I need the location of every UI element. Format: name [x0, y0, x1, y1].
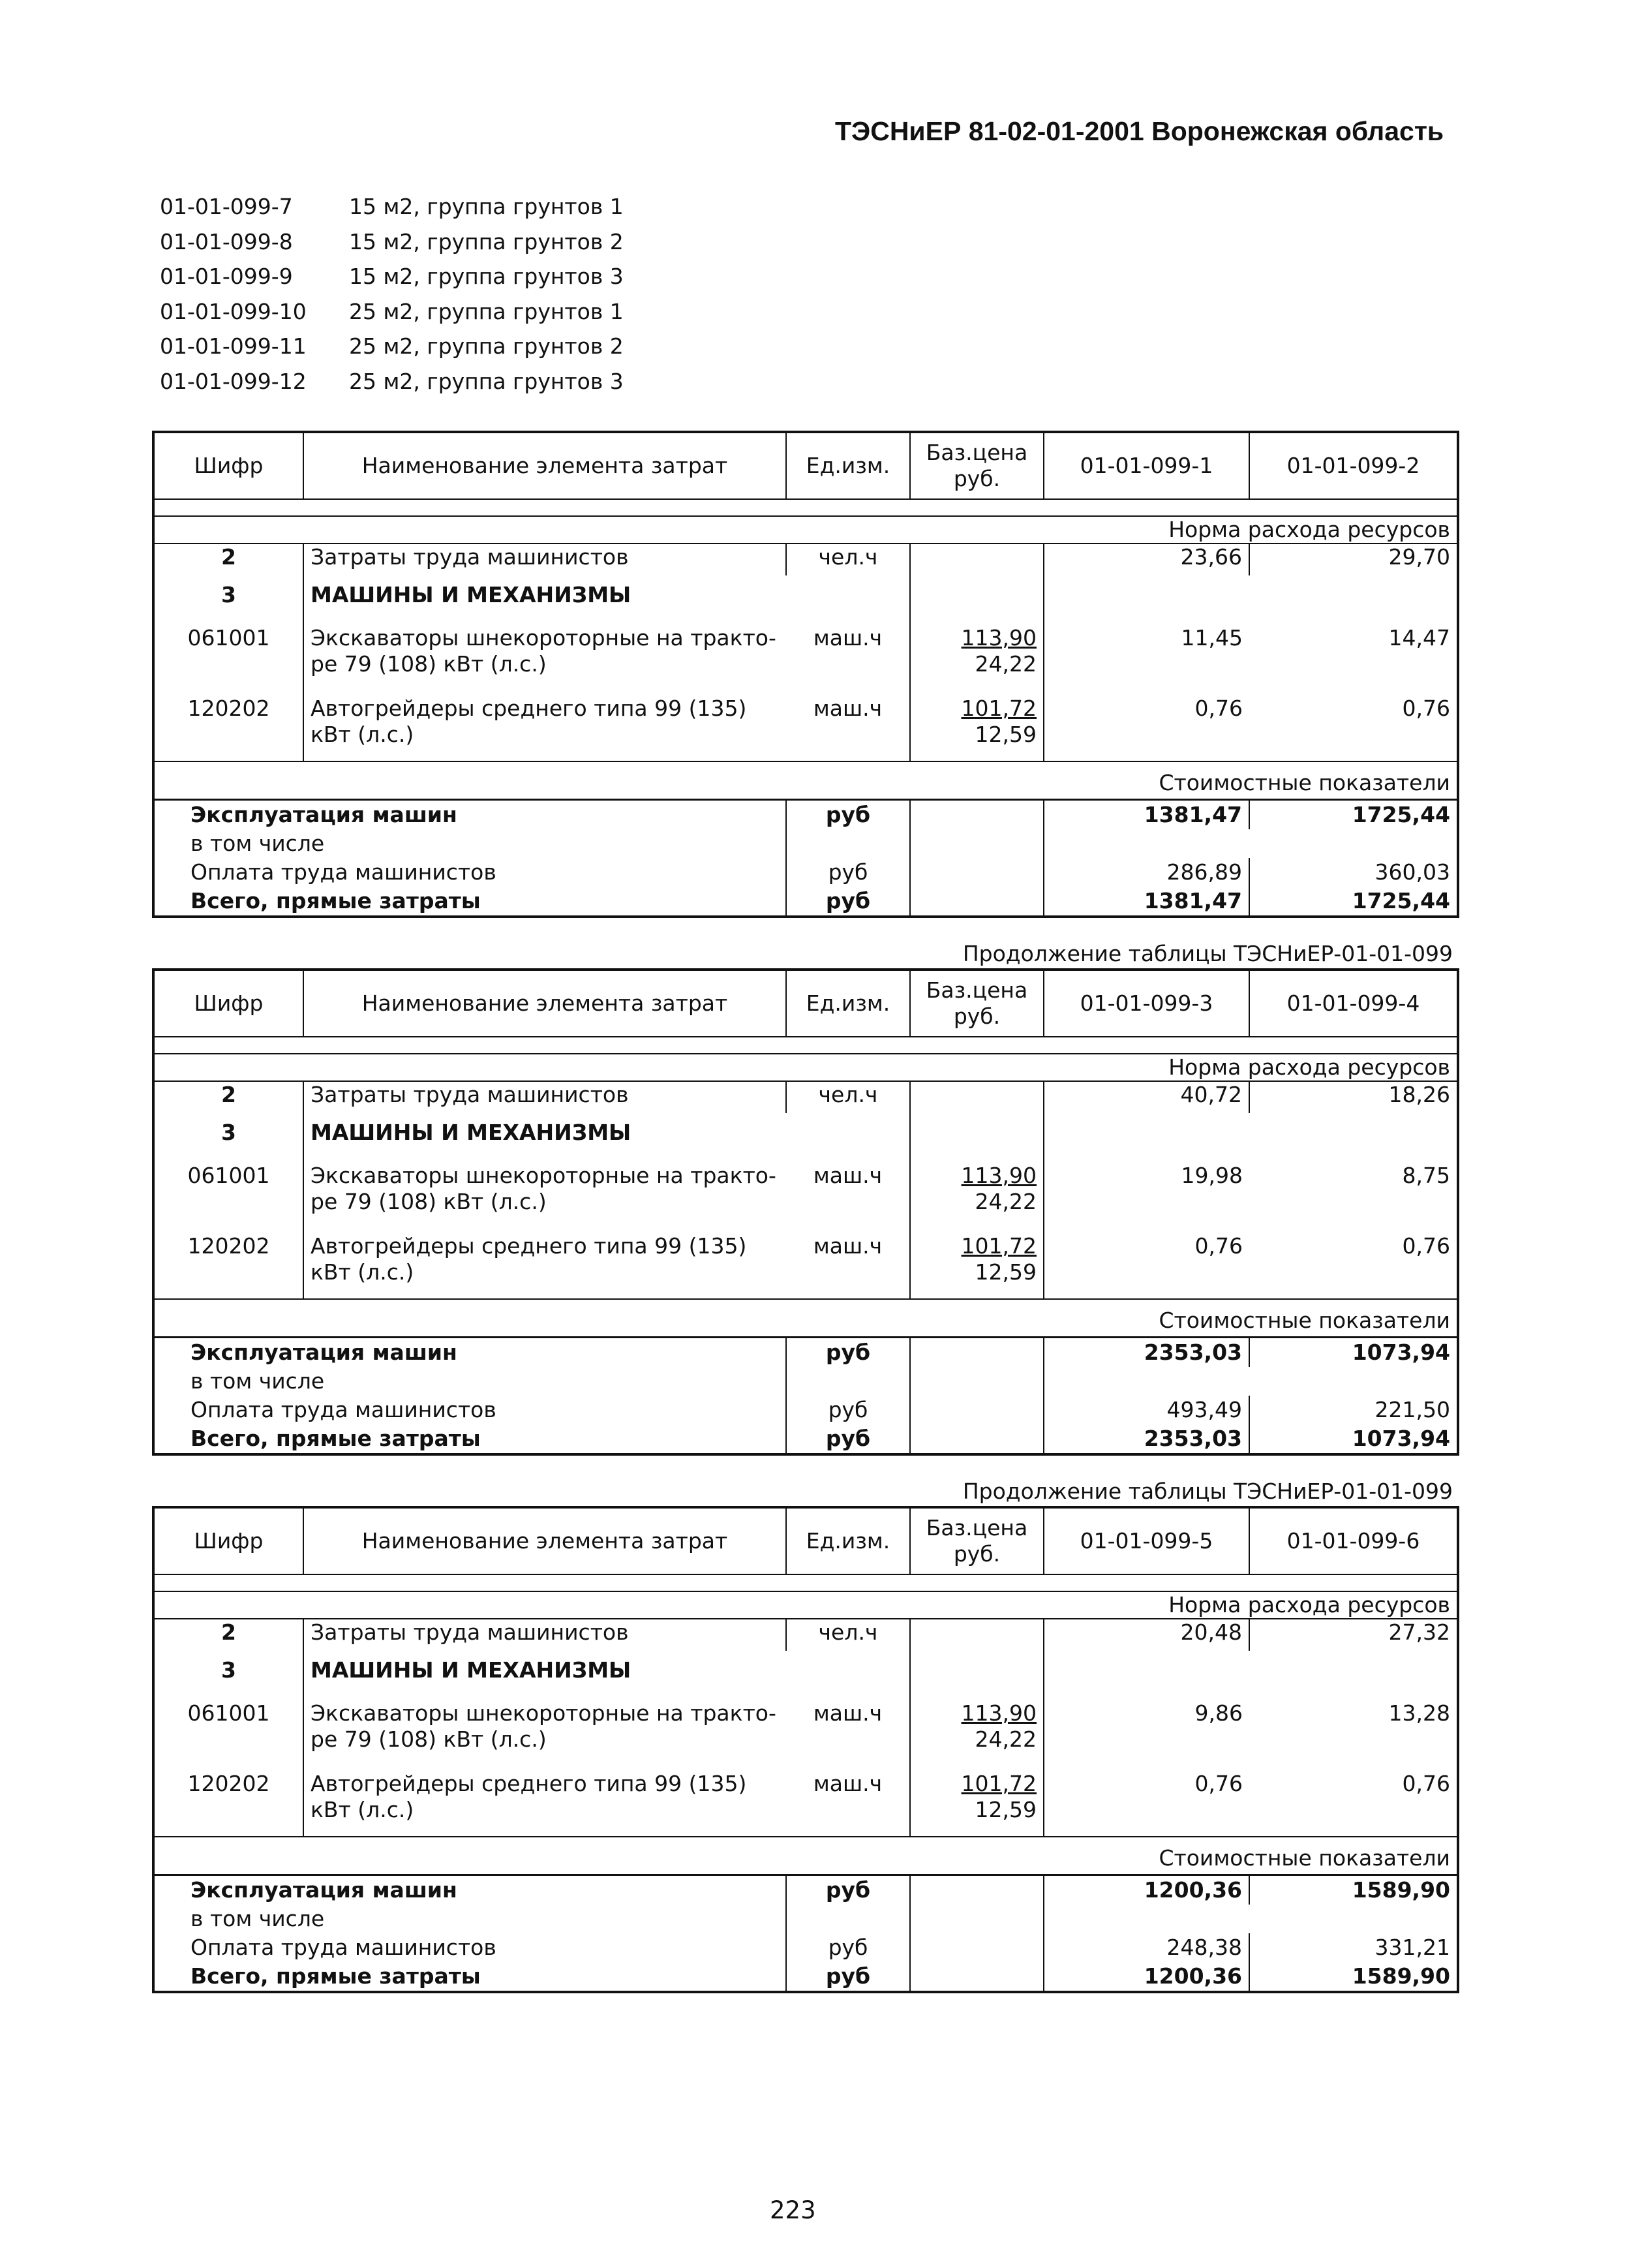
table-row: Всего, прямые затраты руб 2353,03 1073,94 [153, 1424, 1458, 1454]
col-header-price: Баз.цена руб. [910, 1507, 1044, 1574]
cost-label: Стоимостные показатели [153, 1299, 1458, 1338]
col-header-name: Наименование элемента затрат [303, 432, 786, 499]
resource-table [152, 968, 1459, 1456]
code-list-item [160, 224, 624, 260]
cost-label: Стоимостные показатели [153, 1837, 1458, 1875]
norm-label: Норма расхода ресурсов [153, 1054, 1458, 1081]
cost-label: Стоимостные показатели [153, 761, 1458, 800]
resource-table-3 [152, 1477, 1457, 1993]
table-row: 120202 Автогрейдеры среднего типа 99 (135) кВт (л.с.) маш.ч 101,72 12,59 0,76 0,76 [153, 1766, 1458, 1837]
table-row: 3 МАШИНЫ И МЕХАНИЗМЫ [153, 1651, 1458, 1695]
table-row: Оплата труда машинистов руб 286,89 360,03 [153, 858, 1458, 887]
table-row: в том числе [153, 1367, 1458, 1396]
col-header-name: Наименование элемента затрат [303, 1507, 786, 1574]
table-row: 120202 Автогрейдеры среднего типа 99 (135) кВт (л.с.) маш.ч 101,72 12,59 0,76 0,76 [153, 690, 1458, 761]
document-header: ТЭСНиЕР 81-02-01-2001 Воронежская область [835, 116, 1444, 146]
table-row: 120202 Автогрейдеры среднего типа 99 (135) кВт (л.с.) маш.ч 101,72 12,59 0,76 0,76 [153, 1228, 1458, 1299]
code-list [160, 189, 624, 399]
resource-table-2 [152, 940, 1457, 1456]
table-row: 061001 Экскаваторы шнекороторные на тракто- ре 79 (108) кВт (л.с.) маш.ч 113,90 24,22 9,86 13,28 [153, 1695, 1458, 1766]
norm-label: Норма расхода ресурсов [153, 516, 1458, 544]
code-id: 01-01-099-11 [160, 333, 307, 360]
table-row: Оплата труда машинистов руб 248,38 331,21 [153, 1933, 1458, 1962]
table-header-row [153, 970, 1458, 1037]
col-header-unit: Ед.изм. [786, 970, 910, 1037]
table-row: 2 Затраты труда машинистов чел.ч 23,66 29,70 [153, 544, 1458, 575]
code-desc: 15 м2, группа грунтов 3 [349, 264, 624, 290]
code-list-item [160, 294, 624, 329]
table-row: в том числе [153, 1905, 1458, 1933]
table-header-row [153, 432, 1458, 499]
section-label-row [153, 761, 1458, 800]
code-id: 01-01-099-9 [160, 264, 293, 290]
continuation-caption: Продолжение таблицы ТЭСНиЕР-01-01-099 [962, 1479, 1453, 1504]
table-row: Эксплуатация машин руб 1381,47 1725,44 [153, 800, 1458, 830]
col-header-norm-2: 01-01-099-2 [1249, 432, 1458, 499]
table-row: в том числе [153, 829, 1458, 858]
section-label-row [153, 1054, 1458, 1081]
table-row: 061001 Экскаваторы шнекороторные на тракто- ре 79 (108) кВт (л.с.) маш.ч 113,90 24,22 11,45 14,47 [153, 620, 1458, 690]
section-label-row [153, 1299, 1458, 1338]
table-row: 2 Затраты труда машинистов чел.ч 40,72 18,26 [153, 1081, 1458, 1113]
col-header-norm-1: 01-01-099-3 [1044, 970, 1249, 1037]
table-row: Оплата труда машинистов руб 493,49 221,50 [153, 1396, 1458, 1424]
table-row: 2 Затраты труда машинистов чел.ч 20,48 27,32 [153, 1619, 1458, 1651]
code-id: 01-01-099-8 [160, 228, 293, 254]
col-header-unit: Ед.изм. [786, 1507, 910, 1574]
page-number: 223 [770, 2196, 816, 2224]
section-label-row [153, 1591, 1458, 1619]
table-row: Эксплуатация машин руб 1200,36 1589,90 [153, 1875, 1458, 1905]
col-header-norm-1: 01-01-099-5 [1044, 1507, 1249, 1574]
col-header-price: Баз.цена руб. [910, 432, 1044, 499]
code-desc: 25 м2, группа грунтов 1 [349, 298, 624, 324]
code-list-item [160, 364, 624, 399]
table-row: Всего, прямые затраты руб 1200,36 1589,90 [153, 1962, 1458, 1992]
resource-table [152, 1506, 1459, 1993]
table-row: 3 МАШИНЫ И МЕХАНИЗМЫ [153, 1113, 1458, 1157]
code-id: 01-01-099-10 [160, 298, 307, 324]
code-id: 01-01-099-7 [160, 194, 293, 220]
section-label-row [153, 516, 1458, 544]
col-header-unit: Ед.изм. [786, 432, 910, 499]
col-header-price: Баз.цена руб. [910, 970, 1044, 1037]
col-header-name: Наименование элемента затрат [303, 970, 786, 1037]
table-row: 061001 Экскаваторы шнекороторные на тракто- ре 79 (108) кВт (л.с.) маш.ч 113,90 24,22 19,98 8,75 [153, 1157, 1458, 1228]
code-list-item [160, 259, 624, 294]
code-list-item [160, 329, 624, 364]
table-row: Всего, прямые затраты руб 1381,47 1725,44 [153, 887, 1458, 917]
col-header-norm-1: 01-01-099-1 [1044, 432, 1249, 499]
table-row: Эксплуатация машин руб 2353,03 1073,94 [153, 1338, 1458, 1368]
code-id: 01-01-099-12 [160, 368, 307, 394]
code-desc: 15 м2, группа грунтов 1 [349, 194, 624, 220]
col-header-code: Шифр [153, 1507, 303, 1574]
section-label-row [153, 1837, 1458, 1875]
code-desc: 25 м2, группа грунтов 3 [349, 368, 624, 394]
resource-table [152, 431, 1459, 918]
table-header-row [153, 1507, 1458, 1574]
col-header-code: Шифр [153, 432, 303, 499]
code-list-item [160, 189, 624, 224]
norm-label: Норма расхода ресурсов [153, 1591, 1458, 1619]
col-header-norm-2: 01-01-099-6 [1249, 1507, 1458, 1574]
code-desc: 15 м2, группа грунтов 2 [349, 228, 624, 254]
col-header-code: Шифр [153, 970, 303, 1037]
table-row: 3 МАШИНЫ И МЕХАНИЗМЫ [153, 575, 1458, 620]
col-header-norm-2: 01-01-099-4 [1249, 970, 1458, 1037]
code-desc: 25 м2, группа грунтов 2 [349, 333, 624, 360]
resource-table-1 [152, 431, 1457, 918]
continuation-caption: Продолжение таблицы ТЭСНиЕР-01-01-099 [962, 941, 1453, 966]
